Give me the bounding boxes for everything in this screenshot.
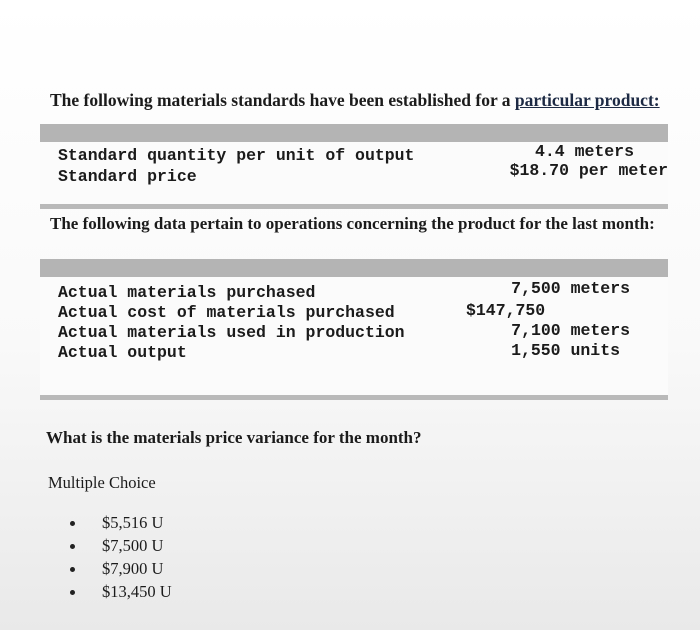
actuals-row-value: $147,750 (466, 301, 546, 320)
actuals-row-label: Actual materials used in production (58, 323, 405, 342)
standards-row-label: Standard price (58, 167, 197, 186)
choice-option[interactable] (70, 582, 172, 605)
actuals-row-value: 1,550 units (511, 341, 620, 360)
standards-row (40, 161, 668, 189)
standards-row-value: 4.4 meters (534, 142, 634, 161)
bullet-icon (70, 590, 75, 595)
actuals-row-value: 7,500 meters (511, 279, 630, 298)
standards-row-value: $18.70 per meter (509, 161, 668, 180)
intro-text (50, 90, 660, 111)
actuals-row-label: Actual output (58, 343, 187, 362)
data-intro-text: The following data pertain to operations concerning the product for the last month: (50, 214, 655, 233)
choice-label: $7,500 U (102, 536, 164, 555)
intro-underlined: particular product: (514, 90, 660, 110)
choice-option[interactable] (70, 559, 164, 582)
bullet-icon (70, 567, 75, 572)
choice-option[interactable] (70, 536, 164, 559)
actuals-row (40, 343, 668, 365)
actuals-row-label: Actual cost of materials purchased (58, 303, 395, 322)
choice-list (70, 513, 172, 605)
bullet-icon (70, 544, 75, 549)
actuals-row-value: 7,100 meters (511, 321, 630, 340)
choice-label: $5,516 U (102, 513, 164, 532)
choice-label: $7,900 U (102, 559, 164, 578)
actuals-row-label: Actual materials purchased (58, 283, 316, 302)
question-text: What is the materials price variance for the month? (46, 428, 422, 447)
intro-prefix: The following materials standards have been established for a (50, 90, 515, 110)
actuals-row (40, 279, 668, 305)
choice-label: $13,450 U (102, 582, 172, 601)
choice-option[interactable] (70, 513, 164, 536)
bullet-icon (70, 521, 75, 526)
standards-row-label: Standard quantity per unit of output (58, 146, 415, 165)
multiple-choice-label: Multiple Choice (48, 473, 156, 492)
standards-table (40, 124, 668, 209)
actuals-table (40, 259, 668, 400)
